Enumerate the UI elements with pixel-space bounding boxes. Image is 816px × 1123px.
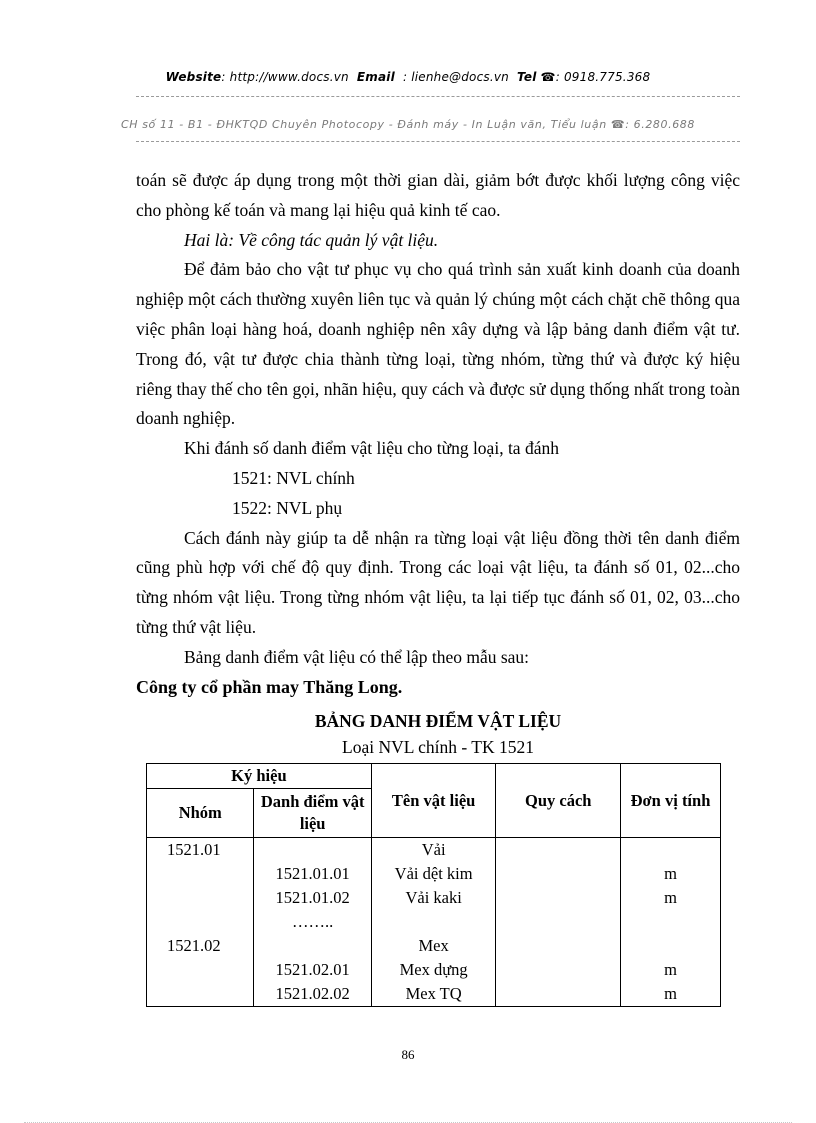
tel-value: : 0918.775.368 <box>555 70 651 84</box>
cell-don-vi: m <box>621 982 721 1007</box>
cell-ten <box>371 910 496 934</box>
table-row <box>147 886 721 910</box>
table-row <box>147 910 721 934</box>
table-subtitle: Loại NVL chính - TK 1521 <box>342 737 534 757</box>
phone-icon: ☎ <box>610 118 626 131</box>
cell-quy-cach <box>496 934 621 958</box>
header-ky-hieu: Ký hiệu <box>147 764 372 789</box>
cell-quy-cach <box>496 958 621 982</box>
tel-label: Tel <box>517 70 537 84</box>
address-phone: : 6.280.688 <box>625 118 696 131</box>
table-row <box>147 934 721 958</box>
cell-quy-cach <box>496 886 621 910</box>
cell-nhom <box>147 910 254 934</box>
cell-don-vi: m <box>621 886 721 910</box>
cell-ten: Vải dệt kim <box>371 862 496 886</box>
paragraph-4: Khi đánh số danh điểm vật liệu cho từng loại, ta đánh <box>184 438 559 459</box>
paragraph-2-heading: Hai là: Về công tác quản lý vật liệu. <box>184 229 439 250</box>
cell-don-vi <box>621 934 721 958</box>
cell-nhom <box>147 886 254 910</box>
cell-quy-cach <box>496 862 621 886</box>
page-number: 86 <box>401 1047 415 1062</box>
table-row <box>147 982 721 1007</box>
header-quy-cach: Quy cách <box>496 764 621 838</box>
header-ten-vat-lieu: Tên vật liệu <box>371 764 496 838</box>
cell-ten: Mex TQ <box>371 982 496 1007</box>
cell-don-vi: m <box>621 958 721 982</box>
cell-nhom: 1521.01 <box>147 838 254 863</box>
cell-quy-cach <box>496 910 621 934</box>
paragraph-1: toán sẽ được áp dụng trong một thời gian dài, giảm bớt được khối lượng công việc cho phòng kế toán và mang lại hiệu quả kinh tế cao. <box>136 170 740 220</box>
header-divider-bottom <box>136 141 740 142</box>
website-label: Website <box>165 70 222 84</box>
header-don-vi-tinh: Đơn vị tính <box>621 764 721 838</box>
cell-danh-diem: 1521.02.01 <box>254 958 371 982</box>
cell-ten: Vải <box>371 838 496 863</box>
paragraph-3: Để đảm bảo cho vật tư phục vụ cho quá trình sản xuất kinh doanh của doanh nghiệp một cách thường xuyên liên tục và quản lý chúng một cách chặt chẽ thông qua việc phân loại hàng hoá, doanh nghiệp nên xây dựng và lập bảng danh điểm vật tư. Trong đó, vật tư được chia thành từng loại, từng nhóm, từng thứ và được ký hiệu riêng thay thế cho tên gọi, nhãn hiệu, quy cách và được sử dụng thống nhất trong toàn doanh nghiệp. <box>136 259 740 429</box>
code-item-1522: 1522: NVL phụ <box>232 497 343 518</box>
code-item-1521: 1521: NVL chính <box>232 467 355 488</box>
address-text: CH số 11 - B1 - ĐHKTQD Chuyên Photocopy - Đánh máy - In Luận văn, Tiểu luận <box>120 118 607 131</box>
cell-nhom <box>147 982 254 1007</box>
cell-ten: Vải kaki <box>371 886 496 910</box>
cell-danh-diem: …….. <box>254 910 371 934</box>
header-address-line <box>0 118 816 131</box>
paragraph-8: Bảng danh điểm vật liệu có thể lập theo mẫu sau: <box>184 646 530 667</box>
material-catalog-table <box>146 763 721 1007</box>
website-value: : http://www.docs.vn <box>221 70 349 84</box>
header-contact-line <box>0 70 816 84</box>
header-divider-top <box>136 96 740 97</box>
header-danh-diem: Danh điểm vật liệu <box>254 789 371 838</box>
cell-quy-cach <box>496 838 621 863</box>
table-title: BẢNG DANH ĐIỂM VẬT LIỆU <box>314 711 562 731</box>
table-row <box>147 838 721 863</box>
cell-quy-cach <box>496 982 621 1007</box>
company-name: Công ty cổ phần may Thăng Long. <box>136 676 403 697</box>
cell-danh-diem <box>254 934 371 958</box>
cell-nhom <box>147 958 254 982</box>
email-label: Email <box>356 70 395 84</box>
cell-nhom: 1521.02 <box>147 934 254 958</box>
cell-danh-diem: 1521.01.01 <box>254 862 371 886</box>
cell-danh-diem: 1521.01.02 <box>254 886 371 910</box>
body-text <box>136 166 740 702</box>
cell-ten: Mex dựng <box>371 958 496 982</box>
table-row <box>147 958 721 982</box>
cell-nhom <box>147 862 254 886</box>
header-nhom: Nhóm <box>147 789 254 838</box>
table-row <box>147 862 721 886</box>
cell-danh-diem: 1521.02.02 <box>254 982 371 1007</box>
paragraph-7: Cách đánh này giúp ta dễ nhận ra từng loại vật liệu đồng thời tên danh điểm cũng phù hợp với chế độ quy định. Trong các loại vật liệu, ta đánh số 01, 02...cho từng nhóm vật liệu. Trong từng nhóm vật liệu, ta lại tiếp tục đánh số 01, 02, 03...cho từng thứ vật liệu. <box>136 527 740 637</box>
cell-don-vi: m <box>621 862 721 886</box>
cell-ten: Mex <box>371 934 496 958</box>
cell-don-vi <box>621 838 721 863</box>
email-value: : lienhe@docs.vn <box>402 70 509 84</box>
phone-icon: ☎ <box>540 70 556 84</box>
cell-danh-diem <box>254 838 371 863</box>
cell-don-vi <box>621 910 721 934</box>
